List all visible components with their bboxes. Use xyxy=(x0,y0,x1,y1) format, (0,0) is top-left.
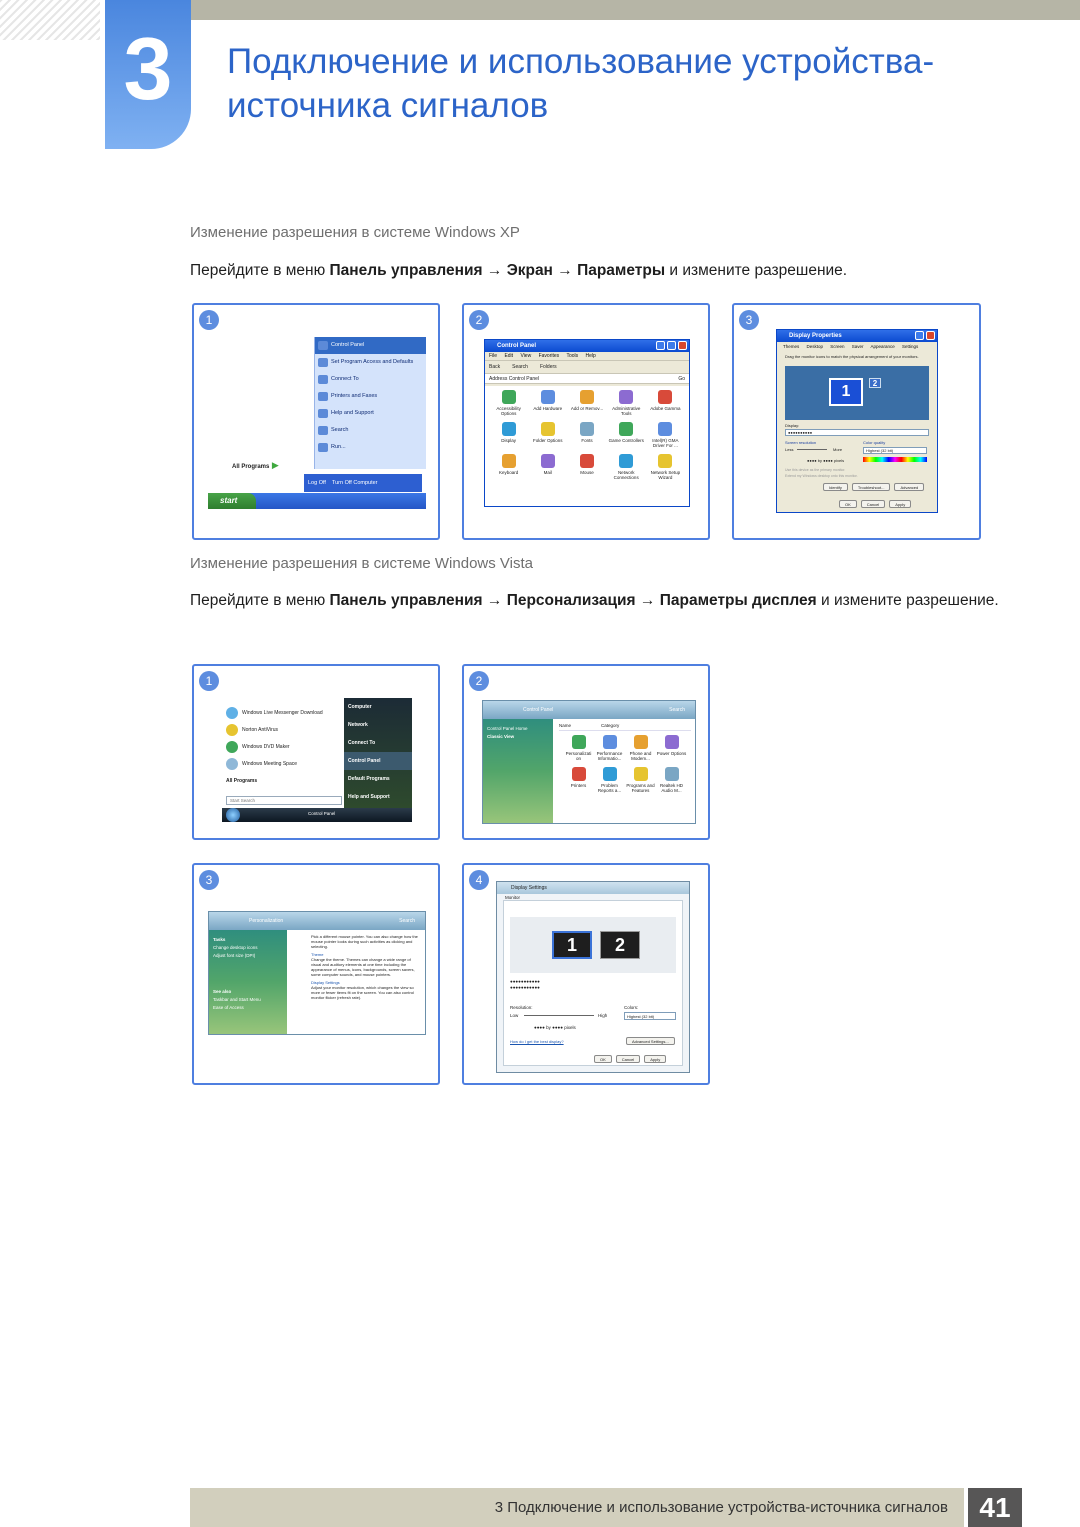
toolbar xyxy=(485,360,689,374)
applet-icon xyxy=(502,454,516,468)
address-value[interactable]: Personalization xyxy=(249,918,284,924)
applet-label: Programs and Features xyxy=(626,783,655,793)
dialog-tabs[interactable]: Themes Desktop Screen Saver Appearance Settings xyxy=(783,344,919,349)
instr-suffix: и измените разрешение. xyxy=(816,592,999,609)
maximize-icon[interactable] xyxy=(667,341,676,350)
applet-label: Personalizati on xyxy=(565,751,592,761)
ok-button[interactable]: OK xyxy=(594,1055,612,1063)
control-panel-item[interactable] xyxy=(607,454,646,480)
applet-icon xyxy=(541,390,555,404)
applet-icon xyxy=(658,422,672,436)
vista-taskbar xyxy=(222,808,412,822)
xp-screenshot-start-menu xyxy=(192,303,440,540)
control-panel-item[interactable] xyxy=(607,390,646,416)
sidebar-see-also: See also xyxy=(213,989,232,994)
menu-item-label: Norton AntiVirus xyxy=(242,726,279,733)
applet-icon xyxy=(619,422,633,436)
advanced-button[interactable]: Advanced xyxy=(894,483,924,491)
resolution-value: ●●●● by ●●●● pixels xyxy=(534,1025,576,1030)
vista-section-heading: Изменение разрешения в системе Windows Vista xyxy=(190,555,533,572)
search-input[interactable]: Search xyxy=(669,707,685,713)
sidebar-ease-of-access[interactable]: Ease of Access xyxy=(213,1005,244,1010)
applet-label: Game Controllers xyxy=(608,438,644,443)
cancel-button[interactable]: Cancel xyxy=(616,1055,640,1063)
icon-grid xyxy=(559,731,691,797)
applet-label: Problem Reports a... xyxy=(597,783,622,793)
vista-window-titlebar xyxy=(483,701,695,719)
menu-item-label: Windows DVD Maker xyxy=(242,743,290,750)
resolution-high: More xyxy=(833,447,843,452)
close-icon[interactable] xyxy=(678,341,687,350)
menu-item-help[interactable]: Help and Support xyxy=(315,405,426,422)
menu-item-computer[interactable]: Computer xyxy=(348,704,372,710)
address-bar[interactable] xyxy=(485,374,689,384)
control-panel-item[interactable] xyxy=(489,390,528,416)
resolution-slider[interactable] xyxy=(524,1015,594,1016)
sidebar-classic-view[interactable]: Classic View xyxy=(487,734,515,739)
xp-control-panel-window xyxy=(484,339,690,507)
menu-item-search[interactable]: Search xyxy=(315,422,426,439)
sidebar-tasks-title: Tasks xyxy=(213,937,226,942)
control-panel-item[interactable] xyxy=(594,735,625,761)
vista-instruction xyxy=(190,584,1020,618)
step-badge: 1 xyxy=(199,671,219,691)
colors-select[interactable]: Highest (32 bit) xyxy=(624,1012,676,1020)
control-panel-item[interactable] xyxy=(646,454,685,480)
best-display-link[interactable]: How do I get the best display? xyxy=(510,1039,564,1044)
column-headers xyxy=(559,723,691,731)
display-settings-description: Adjust your monitor resolution, which changes the view so more or fewer items fit on the screen. You can also control monitor flicker (refresh rate). xyxy=(311,985,414,1000)
menu-item-network[interactable]: Network xyxy=(348,722,368,728)
monitor-2-icon[interactable]: 2 xyxy=(869,378,881,388)
window-title: Control Panel xyxy=(497,343,537,349)
vista-start-menu xyxy=(222,698,412,822)
control-panel-item[interactable] xyxy=(646,390,685,416)
window-controls xyxy=(656,341,687,350)
control-panel-item[interactable] xyxy=(567,390,606,416)
vista-sidebar xyxy=(483,719,553,823)
vista-sidebar xyxy=(209,930,287,1034)
display-properties-dialog xyxy=(776,329,938,513)
instr-arrow: → xyxy=(482,262,507,279)
applet-icon xyxy=(619,454,633,468)
control-panel-icons xyxy=(485,386,689,506)
control-panel-item[interactable] xyxy=(646,422,685,448)
resolution-low: Less xyxy=(785,447,794,452)
control-panel-item[interactable] xyxy=(567,454,606,480)
menu-item-connect-to[interactable]: Connect To xyxy=(315,371,426,388)
arrangement-hint: Drag the monitor icons to match the physical arrangement of your monitors. xyxy=(785,354,919,359)
search-input[interactable]: Search xyxy=(399,918,415,924)
vista-personalization-window xyxy=(208,911,426,1035)
menu-item-default-programs[interactable]: Default Programs xyxy=(348,776,390,782)
applet-label: Accessibility Options xyxy=(496,406,521,416)
applet-icon xyxy=(541,454,555,468)
decorative-stripes xyxy=(0,0,100,40)
menu-item-control-panel[interactable]: Control Panel xyxy=(315,337,426,354)
instr-prefix: Перейдите в меню xyxy=(190,592,330,609)
footer-chapter-title: 3 Подключение и использование устройства-источника сигналов xyxy=(190,1488,964,1527)
vista-screenshot-start-menu xyxy=(192,664,440,840)
instr-suffix: и измените разрешение. xyxy=(665,262,848,279)
troubleshoot-button[interactable]: Troubleshoot... xyxy=(852,483,891,491)
vista-screenshot-display-settings xyxy=(462,863,710,1085)
applet-icon xyxy=(634,767,648,781)
applet-label: Add or Remov... xyxy=(570,406,604,411)
applet-icon xyxy=(580,390,594,404)
xp-taskbar xyxy=(208,493,426,509)
applet-icon xyxy=(665,767,679,781)
ok-button[interactable]: OK xyxy=(839,500,857,508)
dvd-maker-icon xyxy=(226,741,238,753)
applet-label: Mouse xyxy=(580,470,594,475)
back-button[interactable]: Back xyxy=(489,364,501,370)
search-button[interactable]: Search xyxy=(512,364,528,370)
column-name[interactable]: Name xyxy=(559,723,572,728)
step-badge: 2 xyxy=(469,310,489,330)
dialog-titlebar: Display Settings xyxy=(497,882,689,894)
applet-icon xyxy=(603,735,617,749)
applet-label: Intel(R) GMA Driver For ... xyxy=(652,438,679,448)
color-quality-bar xyxy=(863,457,927,462)
applet-icon xyxy=(665,735,679,749)
instr-step-personalization: Персонализация xyxy=(506,592,636,609)
advanced-settings-row xyxy=(626,1037,675,1045)
monitor-1-icon[interactable]: 1 xyxy=(829,378,863,406)
applet-label: Adobe Gamma xyxy=(650,406,681,411)
theme-description: Change the theme. Themes can change a wide range of visual and auditory elements at one time including the appearance of menus, icons, backgrounds, screen savers, some computer sounds, and mouse pointers. xyxy=(311,957,415,977)
applet-label: Administrative Tools xyxy=(612,406,641,416)
applet-icon xyxy=(502,390,516,404)
turn-off-button[interactable]: Turn Off Computer xyxy=(331,480,378,486)
menu-item-printers[interactable]: Printers and Faxes xyxy=(315,388,426,405)
header-bar xyxy=(190,0,1080,20)
sidebar-change-desktop-icons[interactable]: Change desktop icons xyxy=(213,945,258,950)
display-label: Display: xyxy=(785,423,800,428)
monitor-arrangement xyxy=(510,917,676,973)
display-settings-link[interactable]: Display Settings xyxy=(311,980,340,985)
xp-instruction xyxy=(190,254,1020,288)
control-panel-item[interactable] xyxy=(656,735,687,761)
applet-icon xyxy=(580,422,594,436)
control-panel-item[interactable] xyxy=(528,390,567,416)
applet-icon xyxy=(603,767,617,781)
dialog-titlebar xyxy=(777,330,937,342)
chapter-title xyxy=(227,40,1047,128)
control-panel-item[interactable] xyxy=(656,767,687,793)
resolution-value: ●●●● by ●●●● pixels xyxy=(807,458,845,463)
display-select[interactable]: ●●●●●●●●●● xyxy=(785,429,929,436)
monitor-arrangement xyxy=(785,366,929,420)
address-value: Control Panel xyxy=(508,376,540,382)
applet-label: Network Connections xyxy=(613,470,639,480)
vista-control-panel-window xyxy=(482,700,696,824)
control-panel-item[interactable] xyxy=(625,735,656,761)
mouse-pointer-description: Pick a different mouse pointer. You can also change how the mouse pointer looks during such activities as clicking and selecting. xyxy=(311,934,418,949)
control-panel-item[interactable] xyxy=(528,454,567,480)
column-category[interactable]: Category xyxy=(601,723,620,728)
step-badge: 3 xyxy=(739,310,759,330)
window-titlebar xyxy=(485,340,689,352)
primary-monitor-option[interactable]: Use this device as the primary monitor. xyxy=(785,468,846,472)
menu-item-help-support[interactable]: Help and Support xyxy=(348,794,390,800)
display-name-line2: ●●●●●●●●●●● xyxy=(510,985,540,990)
applet-label: Phone and Modem... xyxy=(629,751,652,761)
applet-label: Mail xyxy=(543,470,552,475)
step-badge: 1 xyxy=(199,310,219,330)
control-panel-item[interactable] xyxy=(607,422,646,448)
instr-step-display-settings: Параметры дисплея xyxy=(659,592,817,609)
applet-label: Display xyxy=(501,438,516,443)
applet-label: Performance Informatio... xyxy=(596,751,623,761)
control-panel-item[interactable] xyxy=(594,767,625,793)
chapter-number-badge: 3 xyxy=(105,0,191,149)
sidebar-adjust-font-size[interactable]: Adjust font size (DPI) xyxy=(213,953,256,958)
step-badge: 2 xyxy=(469,671,489,691)
chapter-title-line1: Подключение и использование устройства- xyxy=(227,42,935,81)
address-label: Address xyxy=(489,376,508,382)
menu-item-label: Windows Live Messenger Download xyxy=(242,709,323,716)
vista-main-pane xyxy=(293,930,425,1034)
applet-label: Power Options xyxy=(656,751,687,756)
menu-item-run[interactable]: Run... xyxy=(315,439,426,456)
sidebar-control-panel-home[interactable]: Control Panel Home xyxy=(487,726,528,731)
menu-item-label: Windows Meeting Space xyxy=(242,760,298,767)
sidebar-taskbar-start[interactable]: Taskbar and Start Menu xyxy=(213,997,261,1002)
instr-step-control-panel: Панель управления xyxy=(329,592,483,609)
address-value[interactable]: Control Panel xyxy=(523,707,554,713)
vista-main-pane xyxy=(555,719,695,823)
vista-window-titlebar xyxy=(209,912,425,930)
taskbar-item-control-panel[interactable]: Control Panel xyxy=(308,811,336,816)
apply-button[interactable]: Apply xyxy=(889,500,911,508)
instr-arrow: → xyxy=(635,592,660,609)
all-programs-button[interactable]: All Programs xyxy=(226,777,258,784)
xp-start-menu xyxy=(208,337,426,509)
applet-icon xyxy=(658,390,672,404)
instr-step-display: Экран xyxy=(506,262,553,279)
applet-icon xyxy=(619,390,633,404)
folders-button[interactable]: Folders xyxy=(539,364,557,370)
page-number: 41 xyxy=(968,1488,1022,1527)
advanced-settings-button[interactable]: Advanced Settings... xyxy=(626,1037,675,1045)
vista-screenshot-personalization xyxy=(192,863,440,1085)
theme-link[interactable]: Theme xyxy=(311,952,324,957)
go-button[interactable]: Go xyxy=(678,376,685,382)
applet-icon xyxy=(580,454,594,468)
applet-label: Add Hardware xyxy=(533,406,563,411)
monitor-1-icon[interactable]: 1 xyxy=(552,931,592,959)
dialog-controls xyxy=(915,331,935,340)
resolution-low: Low xyxy=(510,1013,519,1018)
instr-step-control-panel: Панель управления xyxy=(329,262,483,279)
color-quality-label: Color quality xyxy=(863,440,886,445)
log-off-button[interactable]: Log Off xyxy=(308,480,326,486)
xp-section-heading: Изменение разрешения в системе Windows XP xyxy=(190,224,520,241)
control-panel-item[interactable] xyxy=(563,767,594,793)
cancel-button[interactable]: Cancel xyxy=(861,500,885,508)
applet-label: Keyboard xyxy=(498,470,519,475)
vista-display-settings-dialog xyxy=(496,881,690,1073)
control-panel-item[interactable] xyxy=(489,422,528,448)
menu-item-connect-to[interactable]: Connect To xyxy=(348,740,376,746)
tab-monitor[interactable]: Monitor xyxy=(505,895,521,900)
applet-icon xyxy=(572,767,586,781)
extend-desktop-option[interactable]: Extend my Windows desktop onto this monitor. xyxy=(785,474,858,478)
instr-prefix: Перейдите в меню xyxy=(190,262,330,279)
resolution-label: Resolution: xyxy=(510,1005,533,1010)
control-panel-item[interactable] xyxy=(563,735,594,761)
step-badge: 4 xyxy=(469,870,489,890)
control-panel-item[interactable] xyxy=(489,454,528,480)
dialog-buttons xyxy=(839,500,911,508)
start-button[interactable]: start xyxy=(208,493,256,509)
xp-screenshot-control-panel xyxy=(462,303,710,540)
help-icon[interactable] xyxy=(915,331,924,340)
color-quality-select[interactable]: Highest (32 bit) xyxy=(863,447,927,454)
all-programs-button[interactable]: All Programs ▶ xyxy=(232,460,279,471)
colors-label: Colors: xyxy=(624,1005,639,1010)
applet-label: Realtek HD Audio M... xyxy=(659,783,683,793)
step-badge: 3 xyxy=(199,870,219,890)
xp-logoff-bar xyxy=(304,474,422,492)
applet-label: Printers xyxy=(570,783,587,788)
vista-menu-right xyxy=(344,698,412,808)
antivirus-icon xyxy=(226,724,238,736)
dialog-buttons xyxy=(594,1055,666,1063)
start-search-input[interactable]: Start Search xyxy=(226,796,342,805)
applet-icon xyxy=(502,422,516,436)
meeting-space-icon xyxy=(226,758,238,770)
menu-bar[interactable]: File Edit View Favorites Tools Help xyxy=(489,353,596,359)
applet-icon xyxy=(541,422,555,436)
messenger-icon xyxy=(226,707,238,719)
menu-item-control-panel[interactable]: Control Panel xyxy=(344,752,412,770)
icon-grid xyxy=(485,386,689,484)
resolution-high: High xyxy=(598,1013,608,1018)
instr-arrow: → xyxy=(552,262,578,279)
applet-icon xyxy=(634,735,648,749)
control-panel-item[interactable] xyxy=(528,422,567,448)
resolution-slider[interactable] xyxy=(797,449,827,450)
apply-button[interactable]: Apply xyxy=(644,1055,666,1063)
menu-item-program-access[interactable]: Set Program Access and Defaults xyxy=(315,354,426,371)
monitor-2-icon[interactable]: 2 xyxy=(600,931,640,959)
dialog-content xyxy=(503,900,683,1066)
close-icon[interactable] xyxy=(926,331,935,340)
xp-screenshot-display-properties xyxy=(732,303,981,540)
instr-step-settings: Параметры xyxy=(577,262,666,279)
display-name-line1: ●●●●●●●●●●● xyxy=(510,979,540,984)
vista-screenshot-control-panel xyxy=(462,664,710,840)
applet-icon xyxy=(658,454,672,468)
chapter-title-line2: источника сигналов xyxy=(227,86,549,125)
identify-button[interactable]: Identify xyxy=(823,483,848,491)
applet-label: Fonts xyxy=(581,438,593,443)
resolution-label: Screen resolution xyxy=(785,440,817,445)
settings-buttons xyxy=(823,483,924,491)
control-panel-item[interactable] xyxy=(567,422,606,448)
dialog-title: Display Properties xyxy=(789,333,842,339)
applet-label: Network Setup Wizard xyxy=(650,470,681,480)
applet-label: Folder Options xyxy=(533,438,563,443)
minimize-icon[interactable] xyxy=(656,341,665,350)
xp-menu-right-column xyxy=(314,337,426,469)
instr-arrow: → xyxy=(482,592,507,609)
control-panel-item[interactable] xyxy=(625,767,656,793)
applet-icon xyxy=(572,735,586,749)
start-orb-icon[interactable] xyxy=(226,808,240,822)
